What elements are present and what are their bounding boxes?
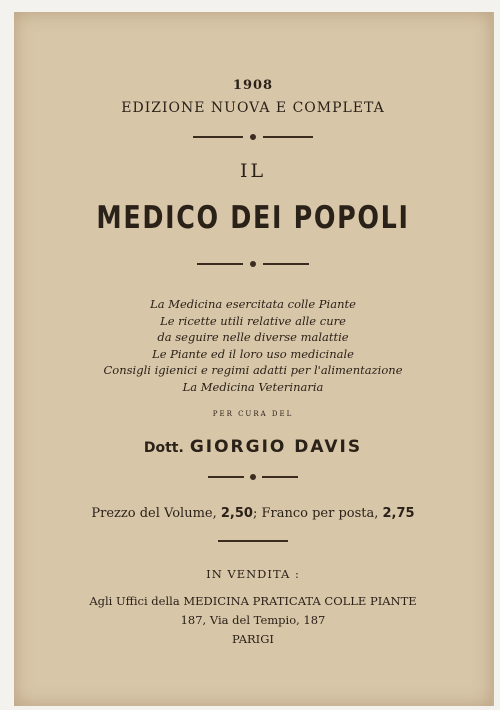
price-line <box>14 506 492 521</box>
author-prefix: Dott. <box>143 440 184 456</box>
sale-heading: IN VENDITA : <box>206 567 300 581</box>
subtitle-line: da seguire nelle diverse malattie <box>157 330 349 344</box>
book-title-page <box>14 12 494 706</box>
per-cura-label: PER CURA DEL <box>212 410 294 418</box>
book-title: MEDICO DEI POPOLI <box>96 200 410 236</box>
sale-street-line: 187, Via del Tempio, 187 <box>180 613 326 627</box>
ornament-divider-title <box>197 261 309 267</box>
author-name: GIORGIO DAVIS <box>189 437 363 457</box>
edition-line: EDIZIONE NUOVA E COMPLETA <box>121 100 385 116</box>
subtitle-line: La Medicina Veterinaria <box>182 379 324 394</box>
sale-office-line: Agli Uffici della MEDICINA PRATICATA COLLE PIANTE <box>89 594 417 608</box>
price-volume-value: 2,50 <box>220 506 253 521</box>
ornament-divider-price <box>218 538 288 544</box>
price-post-label: Franco per posta, <box>261 506 379 521</box>
sale-address <box>14 592 492 649</box>
author-line <box>14 437 492 457</box>
price-separator: ; <box>252 506 258 521</box>
price-volume-label: Prezzo del Volume, <box>91 506 217 521</box>
ornament-divider-top <box>193 134 313 140</box>
subtitle-line: Consigli igienici e regimi adatti per l'alimentazione <box>103 363 403 377</box>
price-post-value: 2,75 <box>382 506 415 521</box>
subtitle-list <box>14 296 492 395</box>
publication-year: 1908 <box>232 78 274 93</box>
subtitle-line: La Medicina esercitata colle Piante <box>150 297 356 311</box>
title-article: IL <box>239 160 267 182</box>
ornament-divider-author <box>208 474 298 480</box>
subtitle-line: Le ricette utili relative alle cure <box>160 313 346 328</box>
subtitle-line: Le Piante ed il loro uso medicinale <box>152 346 354 361</box>
sale-city: PARIGI <box>232 632 274 646</box>
